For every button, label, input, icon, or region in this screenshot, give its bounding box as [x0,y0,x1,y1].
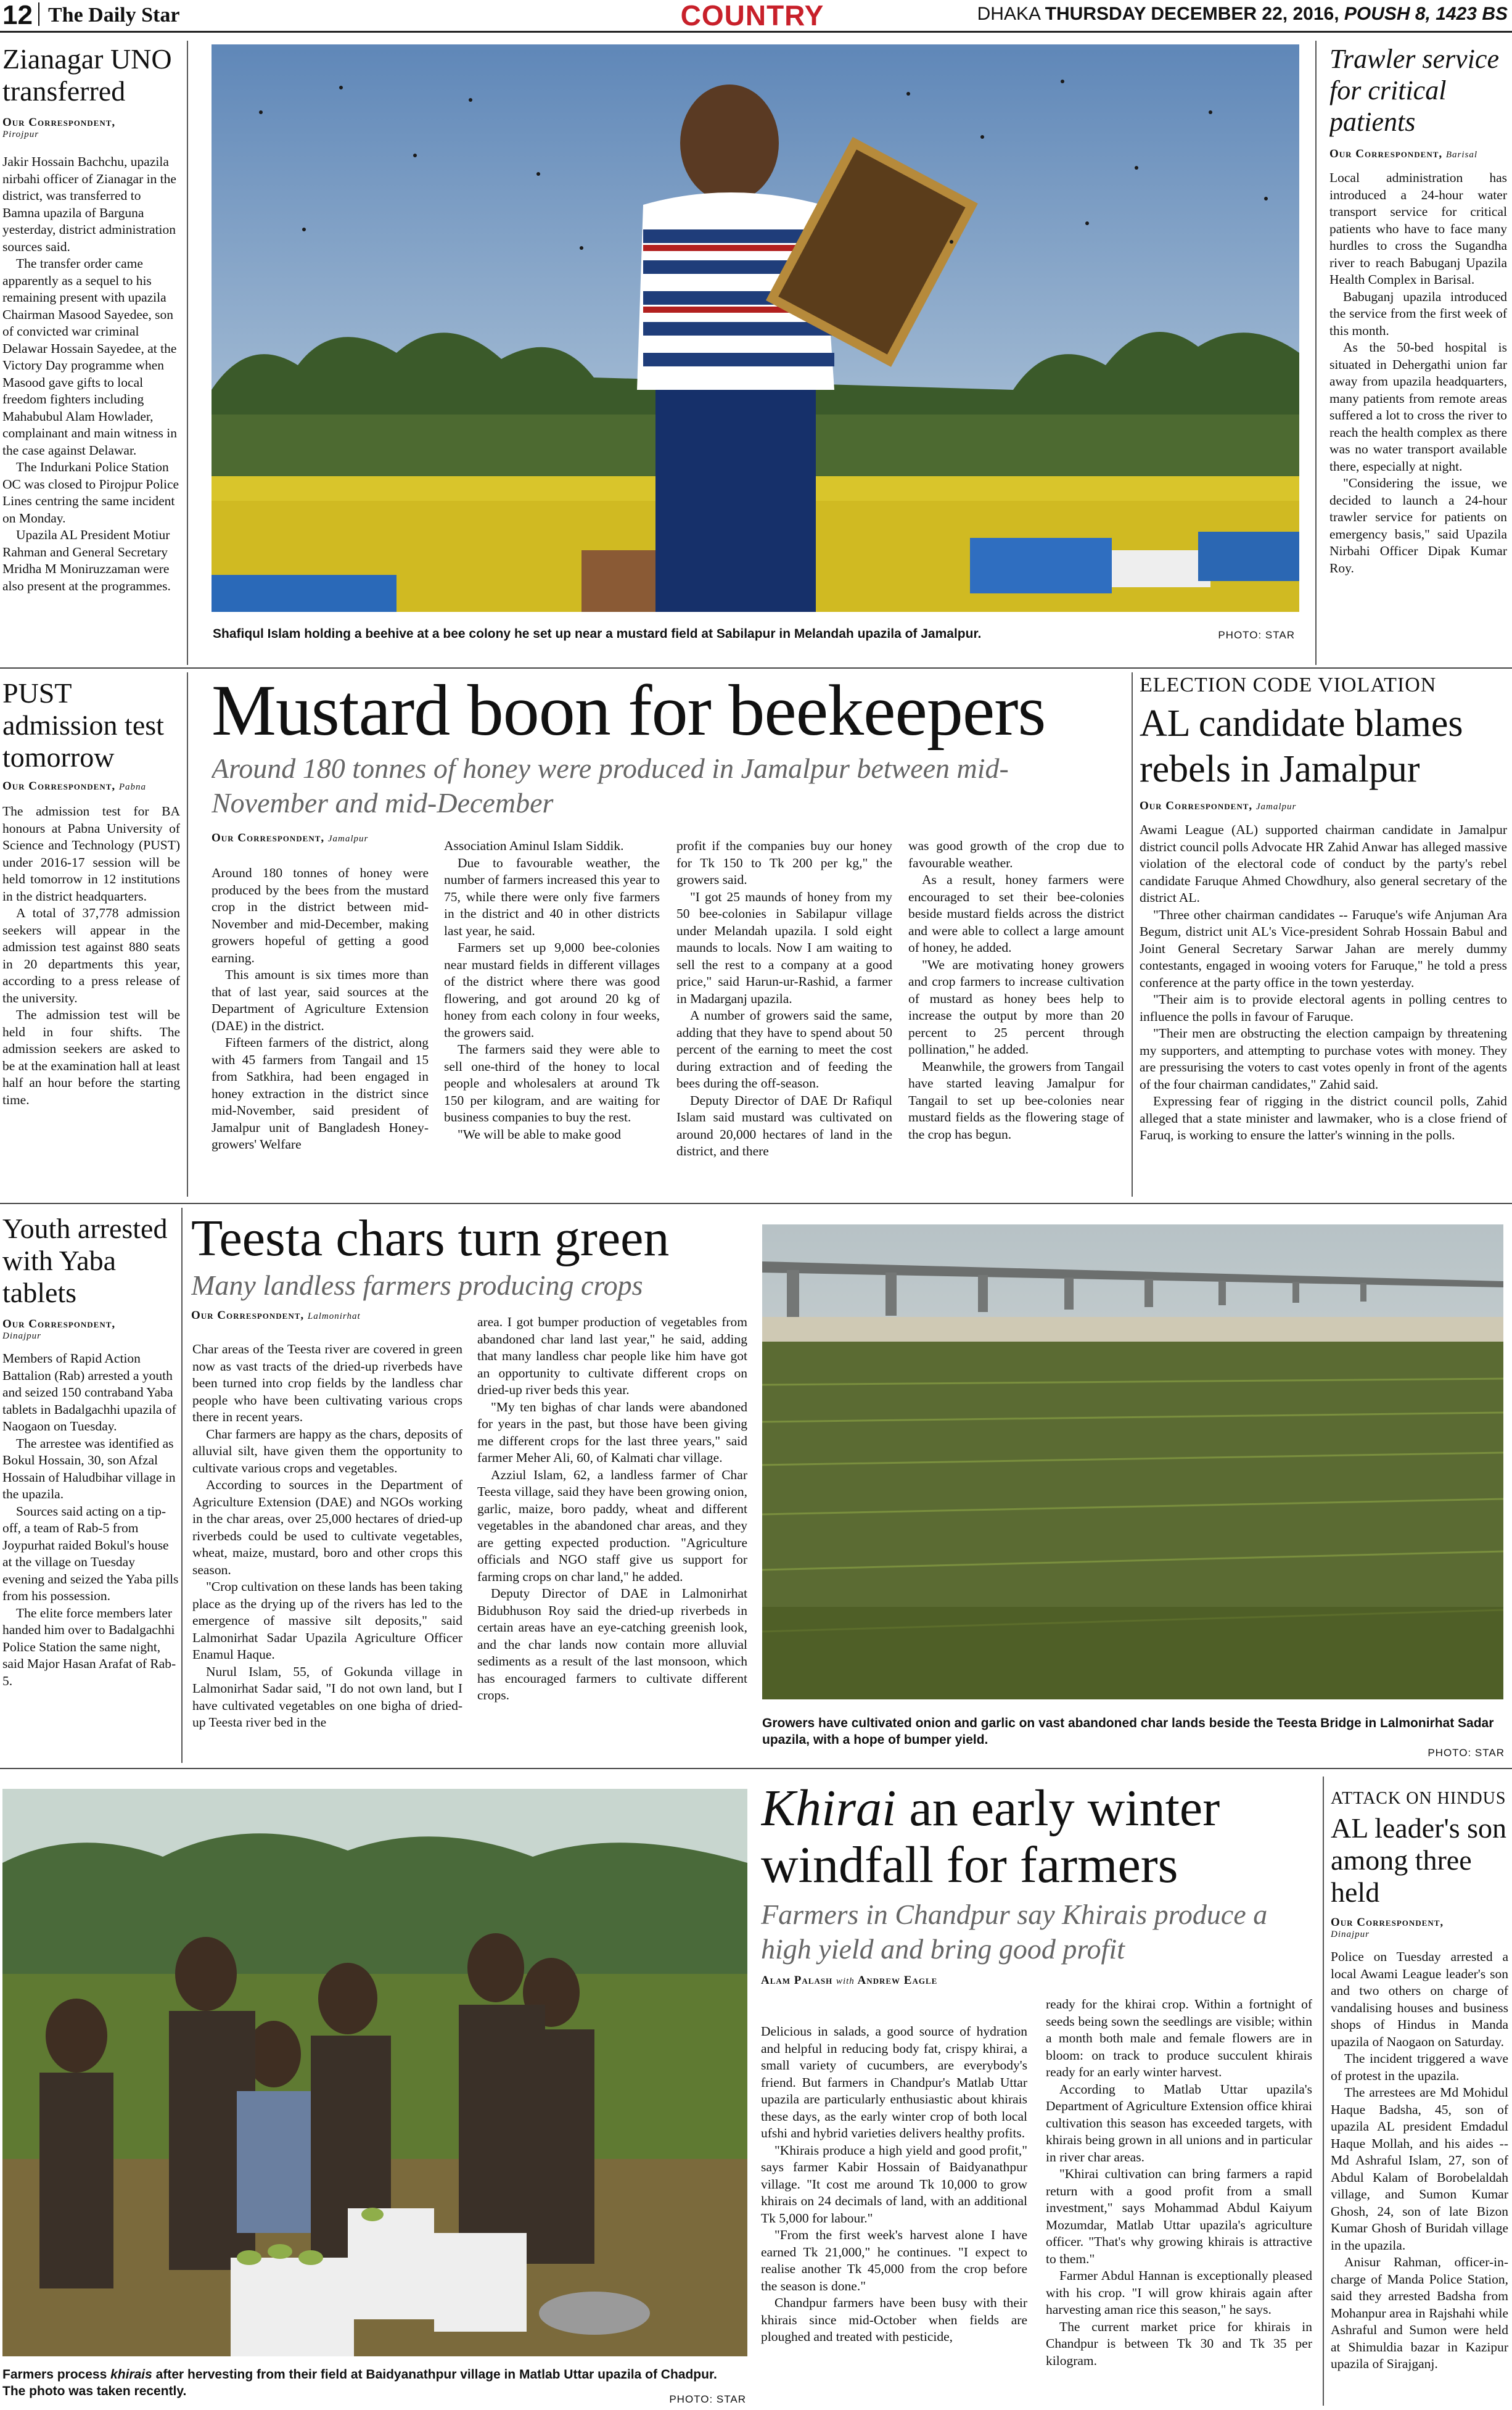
hindus-paragraph: The incident triggered a wave of protest in the upazila. [1331,2051,1508,2083]
election-headline: AL candidate blames rebels in Jamalpur [1140,703,1463,790]
paper-name: The Daily Star [48,4,180,27]
article-trawler [1329,43,1507,660]
hindus-byline-location: Dinajpur [1331,1929,1370,1939]
election-paragraph: "Their men are obstructing the election campaign by threatening my supporters, and attempting to purchase votes with money. They are pressurising the voters to cast votes openly in front of the agents of the four chairman candidates," Zahid said. [1140,1026,1507,1092]
article-khirai [761,1780,1316,1990]
yaba-byline-location: Dinajpur [2,1331,42,1341]
article-pust [2,677,180,1195]
election-kicker: ELECTION CODE VIOLATION [1140,674,1437,696]
khirai-paragraph: Chandpur farmers have been busy with their khirais since mid-October when fields are ploughed and treated with pesticide, [761,2295,1027,2344]
teesta-deck: Many landless farmers producing crops [191,1269,643,1301]
pust-paragraph: The admission test for BA honours at Pabna University of Science and Technology (PUST) under 2016-17 session will be held tomorrow in 12 institutions in the district headquarters. [2,804,180,904]
uno-byline [2,116,180,140]
hindus-body [1331,1949,1508,2373]
yaba-body [2,1350,180,1690]
khirai-photo-credit: PHOTO: STAR [669,2393,746,2405]
masthead [0,0,1512,31]
yaba-byline [2,1318,180,1342]
pust-byline [2,780,180,793]
teesta-column-2 [477,1314,747,1760]
khirai-paragraph: According to Matlab Uttar upazila's Department of Agriculture Extension office khirai cultivation this season has exceeded targets, with khirais being grown in all unions and in particular in river char areas. [1046,2081,1312,2164]
khirai-photo-caption [2,2366,724,2400]
mustard-column-2 [444,838,660,1186]
yaba-byline-name: Our Correspondent, [2,1318,116,1331]
khirai-byline-author: Alam Palash [761,1974,833,1987]
uno-body [2,154,180,595]
mustard-paragraph: This amount is six times more than that of last year, said sources at the Department of Agriculture Extension (DAE) in the district. [212,967,429,1033]
hindus-byline [1331,1916,1508,1940]
khirai-deck: Farmers in Chandpur say Khirais produce a high yield and bring good profit [761,1899,1268,1965]
teesta-paragraph: Deputy Director of DAE in Lalmonirhat Bidubhuson Roy said the dried-up riverbeds in certain areas have an eye-catching greenish look, and the char lands now contain more alluvial sediments as a result of the last monsoon, which has encouraged farmers to cultivate different crops. [477,1586,747,1702]
hindus-kicker: ATTACK ON HINDUS [1331,1789,1506,1808]
masthead-rule [0,31,1512,33]
page-number: 12 [2,0,33,30]
beekeeper-photo [212,44,1299,612]
column-rule [187,672,188,1197]
trawler-paragraph: Local administration has introduced a 24-hour water transport service for critical patients who have to face many hurdles to cross the Sugandha river to reach Babuganj Upazila Health Complex in Barisal. [1329,170,1507,287]
khirai-column-1 [761,2023,1027,2406]
issue-city: DHAKA [977,4,1040,24]
teesta-paragraph: "Crop cultivation on these lands has been taking place as the drying up of the rivers has led to the emergence of massive silt deposits," said Lalmonirhat Sadar Upazila Agriculture Officer Enamul Haque. [192,1579,462,1662]
trawler-byline [1329,147,1507,161]
pust-paragraph: The admission test will be held in four shifts. The admission seekers are asked to be at the examination hall at least half an hour before the starting time. [2,1007,180,1107]
column-rule [181,1208,183,1763]
mustard-byline-name: Our Correspondent, [212,832,325,844]
khirai-byline-with: with [836,1976,855,1986]
uno-byline-location: Pirojpur [2,130,39,139]
trawler-body [1329,170,1507,577]
khirai-headline [761,1780,1316,1894]
mustard-paragraph: Fifteen farmers of the district, along with 45 farmers from Tangail and 15 from Satkhira, had been engaged in honey extraction in the district since mid-November, said president of Jamalpur unit of Bangladesh Honey-growers' Welfare [212,1035,429,1152]
mustard-paragraph: profit if the companies buy our honey for Tk 150 to Tk 200 per kg," the growers said. [676,838,892,887]
trawler-paragraph: As the 50-bed hospital is situated in Dehergathi union far away from upazila headquarters, many patients from remote areas suffered a lot to cross the river to reach the health complex as there was no water transport available there, especially at night. [1329,340,1507,474]
mustard-column-3 [676,838,892,1186]
teesta-paragraph: Nurul Islam, 55, of Gokunda village in Lalmonirhat Sadar said, "I do not own land, but I have cultivated vegetables on one bigha of dried-up Teesta river bed in the [192,1664,462,1730]
khirai-paragraph: Farmer Abdul Hannan is exceptionally pleased with his crop. "I will grow khirais again after harvesting aman rice this season," he says. [1046,2268,1312,2317]
hindus-headline: AL leader's son among three held [1331,1812,1507,1908]
trawler-paragraph: "Considering the issue, we decided to launch a 24-hour trawler service for patients on emergency basis," said Upazila Nirbahi Officer Dipak Kumar Roy. [1329,476,1507,576]
teesta-byline-name: Our Correspondent, [191,1309,305,1322]
mustard-paragraph: Due to favourable weather, the number of farmers increased this year to 75, while there were only five farmers in the district and 40 in other districts last year, he said. [444,855,660,938]
khirai-byline [761,1974,1316,1987]
mustard-paragraph: "We are motivating honey growers and crop farmers to increase cultivation of mustard as honey bees help to increase the output by more than 20 percent to 25 percent through pollination," he added. [908,957,1124,1057]
teesta-column-1 [192,1341,462,1760]
mustard-byline-location: Jamalpur [327,834,369,844]
khirai-paragraph: The current market price for khirais in Chandpur is between Tk 30 and Tk 35 per kilogram. [1046,2319,1312,2368]
beekeeper-photo-caption: Shafiqul Islam holding a beehive at a bee colony he set up near a mustard field at Sabilapur in Melandah upazila of Jamalpur. [213,627,982,641]
section-rule [0,1203,1512,1204]
uno-headline: Zianagar UNO transferred [2,43,172,107]
mustard-paragraph: As a result, honey farmers were encouraged to set their bee-colonies beside mustard fields across the district and were able to collect a large amount of honey, he added. [908,872,1124,955]
election-byline [1140,799,1507,813]
election-byline-location: Jamalpur [1255,802,1297,812]
mustard-paragraph: was good growth of the crop due to favourable weather. [908,838,1124,870]
mustard-paragraph: "We will be able to make good [458,1126,621,1142]
teesta-char-photo-caption: Growers have cultivated onion and garlic on vast abandoned char lands beside the Teesta Bridge in Lalmonirhat Sadar upazila, with a hope of bumper yield. [762,1716,1494,1747]
teesta-paragraph: "My ten bighas of char lands were abandoned for years in the past, but those have been giving me different crops for the last three years," said farmer Meher Ali, 60, of Kalmati char village. [477,1399,747,1465]
pust-headline: PUST admission test tomorrow [2,677,164,773]
khirai-photo-caption-text: after hervesting from their field at Baidyanathpur village in Matlab Uttar upazila of Chadpur. The photo was taken recently. [2,2367,717,2398]
hindus-paragraph: The arrestees are Md Mohidul Haque Badsha, 45, son of upazila AL president Emdadul Haque Mollah, and his aides -- Md Ashraful Islam, 27, son of Abdul Kalam of Borobelaldah village, and Sumon Kumar Ghosh, 24, son of late Bizon Kumar Ghosh of Buridah village in the upazila. [1331,2085,1508,2253]
uno-paragraph: Upazila AL President Motiur Rahman and General Secretary Mridha M Moniruzzaman were also present at the programmes. [2,527,171,593]
pust-byline-location: Pabna [118,782,147,792]
issue-date [962,4,1508,25]
section-title: COUNTRY [680,0,824,31]
article-uno [2,43,180,663]
mustard-paragraph: Around 180 tonnes of honey were produced by the bees from the mustard crop in the district between mid-November and mid-December, making growers hopeful of getting a good earning. [212,865,429,965]
teesta-headline: Teesta chars turn green [191,1210,670,1267]
teesta-char-photo [762,1224,1503,1699]
teesta-paragraph: Char areas of the Teesta river are covered in green now as vast tracts of the dried-up riverbeds have been turned into crop fields by the landless char people who have been cultivating various crops there in recent years. [192,1342,462,1424]
issue-bangla-date: POUSH 8, 1423 BS [1344,4,1508,24]
yaba-paragraph: The elite force members later handed him over to Badalgachhi Police Station the same night, said Major Hasan Arafat of Rab-5. [2,1605,176,1688]
election-paragraph: "Their aim is to provide electoral agents in polling centres to influence the polls in favour of Faruque. [1140,992,1507,1024]
trawler-byline-location: Barisal [1445,150,1478,160]
mustard-paragraph: Meanwhile, the growers from Tangail have started leaving Jamalpur for Tangail to set up bee-colonies near mustard fields as the flowering stage of the crop has begun. [908,1059,1124,1142]
column-rule [1132,672,1133,1197]
article-hindus [1331,1789,1508,2406]
section-rule [0,1768,1512,1769]
trawler-byline-name: Our Correspondent, [1329,147,1443,160]
article-election [1140,674,1507,1195]
hindus-paragraph: Police on Tuesday arrested a local Awami League leader's son and two others on charge of vandalising houses and business shops of Hindus in Manda upazila of Naogaon on Saturday. [1331,1949,1508,2049]
mustard-paragraph: Association Aminul Islam Siddik. [444,838,624,853]
mustard-column-1 [212,865,429,1186]
khirai-photo-caption-em: khirais [110,2367,152,2382]
masthead-divider [38,2,39,26]
yaba-paragraph: Sources said acting on a tip-off, a team of Rab-5 from Joypurhat raided Bokul's house at the village on Tuesday evening and seized the Yaba pills from his possession. [2,1503,179,1603]
column-rule [187,41,188,665]
election-paragraph: "Three other chairman candidates -- Faruque's wife Anjuman Ara Begum, district unit AL's Vice-president Sohrab Hossain Babul and Joint General Secretary Sarwar Jahan are merely dummy contestants, engaged in wooing voters for Faruque," he told a press conference at the party office in the town yesterday. [1140,907,1507,990]
mustard-deck: Around 180 tonnes of honey were produced in Jamalpur between mid-November and mid-December [212,753,1009,819]
teesta-byline-location: Lalmonirhat [307,1311,361,1321]
teesta-char-photo-credit: PHOTO: STAR [1428,1747,1505,1759]
mustard-paragraph: The farmers said they were able to sell one-third of the honey to local people and wholesalers at around Tk 150 per kilogram, and are waiting for business companies to buy the rest. [444,1042,660,1125]
article-yaba [2,1213,180,1768]
khirai-photo [2,1789,747,2356]
section-rule [0,667,1512,669]
issue-weekday-date: THURSDAY DECEMBER 22, 2016, [1045,4,1339,24]
mustard-paragraph: A number of growers said the same, adding that they have to spend about 50 percent of the earning to meet the cost during extraction and of feeding the bees during the off-season. [676,1008,892,1091]
column-rule [1315,41,1317,665]
uno-paragraph: The Indurkani Police Station OC was closed to Pirojpur Police Lines centring the same incident on Monday. [2,460,179,526]
uno-paragraph: Jakir Hossain Bachchu, upazila nirbahi officer of Zianagar in the district, was transferred to Bamna upazila of Barguna yesterday, district administration sources said. [2,154,176,254]
khirai-column-2 [1046,1996,1312,2406]
khirai-paragraph: "From the first week's harvest alone I have earned Tk 21,000," he continues. "I expect to realise another Tk 45,000 from the crop before the season is done." [761,2227,1027,2293]
mustard-headline: Mustard boon for beekeepers [212,672,1046,751]
yaba-headline: Youth arrested with Yaba tablets [2,1213,168,1308]
khirai-paragraph: "Khirai cultivation can bring farmers a rapid return with a good profit from a small investment," says Mohammad Abdul Kaiyum Mozumdar, Matlab Uttar upazila's agriculture officer. "That's why growing khirais is attractive to them." [1046,2166,1312,2266]
pust-paragraph: A total of 37,778 admission seekers will appear in the admission test against 880 seats in 20 departments this year, according to a press release of the university. [2,906,180,1005]
mustard-column-4 [908,838,1124,1186]
election-body [1140,822,1507,1144]
khirai-paragraph: ready for the khirai crop. Within a fortnight of seeds being sown the seedlings are visible; within a month both male and female flowers are in bloom: on track to produce succulent khirais ready for an early winter harvest. [1046,1997,1312,2079]
column-rule [1323,1777,1324,2406]
khirai-headline-em: Khirai [761,1780,897,1837]
uno-byline-name: Our Correspondent, [2,116,116,129]
khirai-photo-caption-text: Farmers process [2,2367,111,2382]
mustard-paragraph: Deputy Director of DAE Dr Rafiqul Islam said mustard was cultivated on around 20,000 hectares of land in the district, and there [676,1092,892,1158]
teesta-paragraph: Azziul Islam, 62, a landless farmer of Char Teesta village, said they have been growing onion, garlic, maize, boro paddy, wheat and different vegetables in the abandoned char areas, and they are getting expected production. "Agriculture officials and NGO staff give us support for farming crops on char land," he added. [477,1467,747,1584]
teesta-paragraph: area. I got bumper production of vegetables from abandoned char land last year," he said, adding that many landless char people like him have got an opportunity to cultivate different crops on dried-up river beds this year. [477,1314,747,1397]
mustard-paragraph: Farmers set up 9,000 bee-colonies near mustard fields in different villages of the district where there was good flowering, and got around 20 kg of honey from each colony in four weeks, the growers said. [444,940,660,1040]
khirai-paragraph: Delicious in salads, a good source of hydration and helpful in reducing body fat, crispy khirai, a small variety of cucumbers, are everybody's friend. But farmers in Chandpur's Matlab Uttar upazila are particularly enthusiastic about khirais these days, as the early winter crop of both local ufshi and hybrid varieties delivers healthy profits. [761,2024,1027,2140]
teesta-paragraph: Char farmers are happy as the chars, deposits of alluvial silt, have given them the opportunity to cultivate various crops and vegetables. [192,1426,462,1475]
uno-paragraph: The transfer order came apparently as a sequel to his remaining present with upazila Chairman Masood Sayedee, son of convicted war criminal Delawar Hossain Sayedee, at the Victory Day programme when Masood gave gifts to local freedom fighters including Mahabubul Alam Howlader, complainant and main witness in the case against Delawar. [2,256,178,458]
khirai-headline-rest: an early winter windfall for farmers [761,1780,1220,1894]
trawler-paragraph: Babuganj upazila introduced the service from the first week of this month. [1329,289,1507,338]
khirai-paragraph: "Khirais produce a high yield and good profit," says farmer Kabir Hossain of Baidyanathpur village. "It cost me around Tk 10,000 to grow khirais on 24 decimals of land, with an additional Tk 5,000 for labour." [761,2142,1027,2226]
election-paragraph: Expressing fear of rigging in the district council polls, Zahid alleged that a state minister and lawmaker, who is a close friend of Faruq, is working to ensure the latter's winning in the polls. [1140,1094,1507,1142]
election-byline-name: Our Correspondent, [1140,799,1253,812]
hindus-byline-name: Our Correspondent, [1331,1916,1444,1929]
beekeeper-photo-credit: PHOTO: STAR [1218,629,1295,641]
mustard-paragraph: "I got 25 maunds of honey from my 50 bee-colonies in Sabilapur village under Melandah upazila. I sold eight maunds to locals. Now I am waiting to sell the rest to a company at a good price," said Harun-ur-Rashid, a farmer in Madarganj upazila. [676,889,892,1006]
pust-body [2,803,180,1108]
yaba-paragraph: The arrestee was identified as Bokul Hossain, 30, son Afzal Hossain of Haludbihar village in the upazila. [2,1435,176,1501]
election-paragraph: Awami League (AL) supported chairman candidate in Jamalpur district council polls Advocate HR Zahid Anwar has alleged massive violation of the electoral code of conduct by the party's rebel candidate Faruque Ahmed Chowdhury, also general secretary of the district AL. [1140,822,1507,905]
khirai-byline-author2: Andrew Eagle [857,1974,938,1987]
pust-byline-name: Our Correspondent, [2,780,116,793]
teesta-paragraph: According to sources in the Department of Agriculture Extension (DAE) and NGOs working in the char areas, over 25,000 hectares of dried-up riverbeds could be used to cultivate vegetables, wheat, maize, mustard, boro and other crops this season. [192,1477,462,1577]
hindus-paragraph: Anisur Rahman, officer-in-charge of Manda Police Station, said they arrested Badsha from Mohanpur area in Rajshahi while Ashraful and Sumon were held at Shimuldia bazar in Kazipur upazila of Sirajganj. [1331,2255,1508,2371]
yaba-paragraph: Members of Rapid Action Battalion (Rab) arrested a youth and seized 150 contraband Yaba tablets in Badalgachhi upazila of Naogaon on Tuesday. [2,1351,176,1434]
trawler-headline: Trawler service for critical patients [1329,44,1499,137]
